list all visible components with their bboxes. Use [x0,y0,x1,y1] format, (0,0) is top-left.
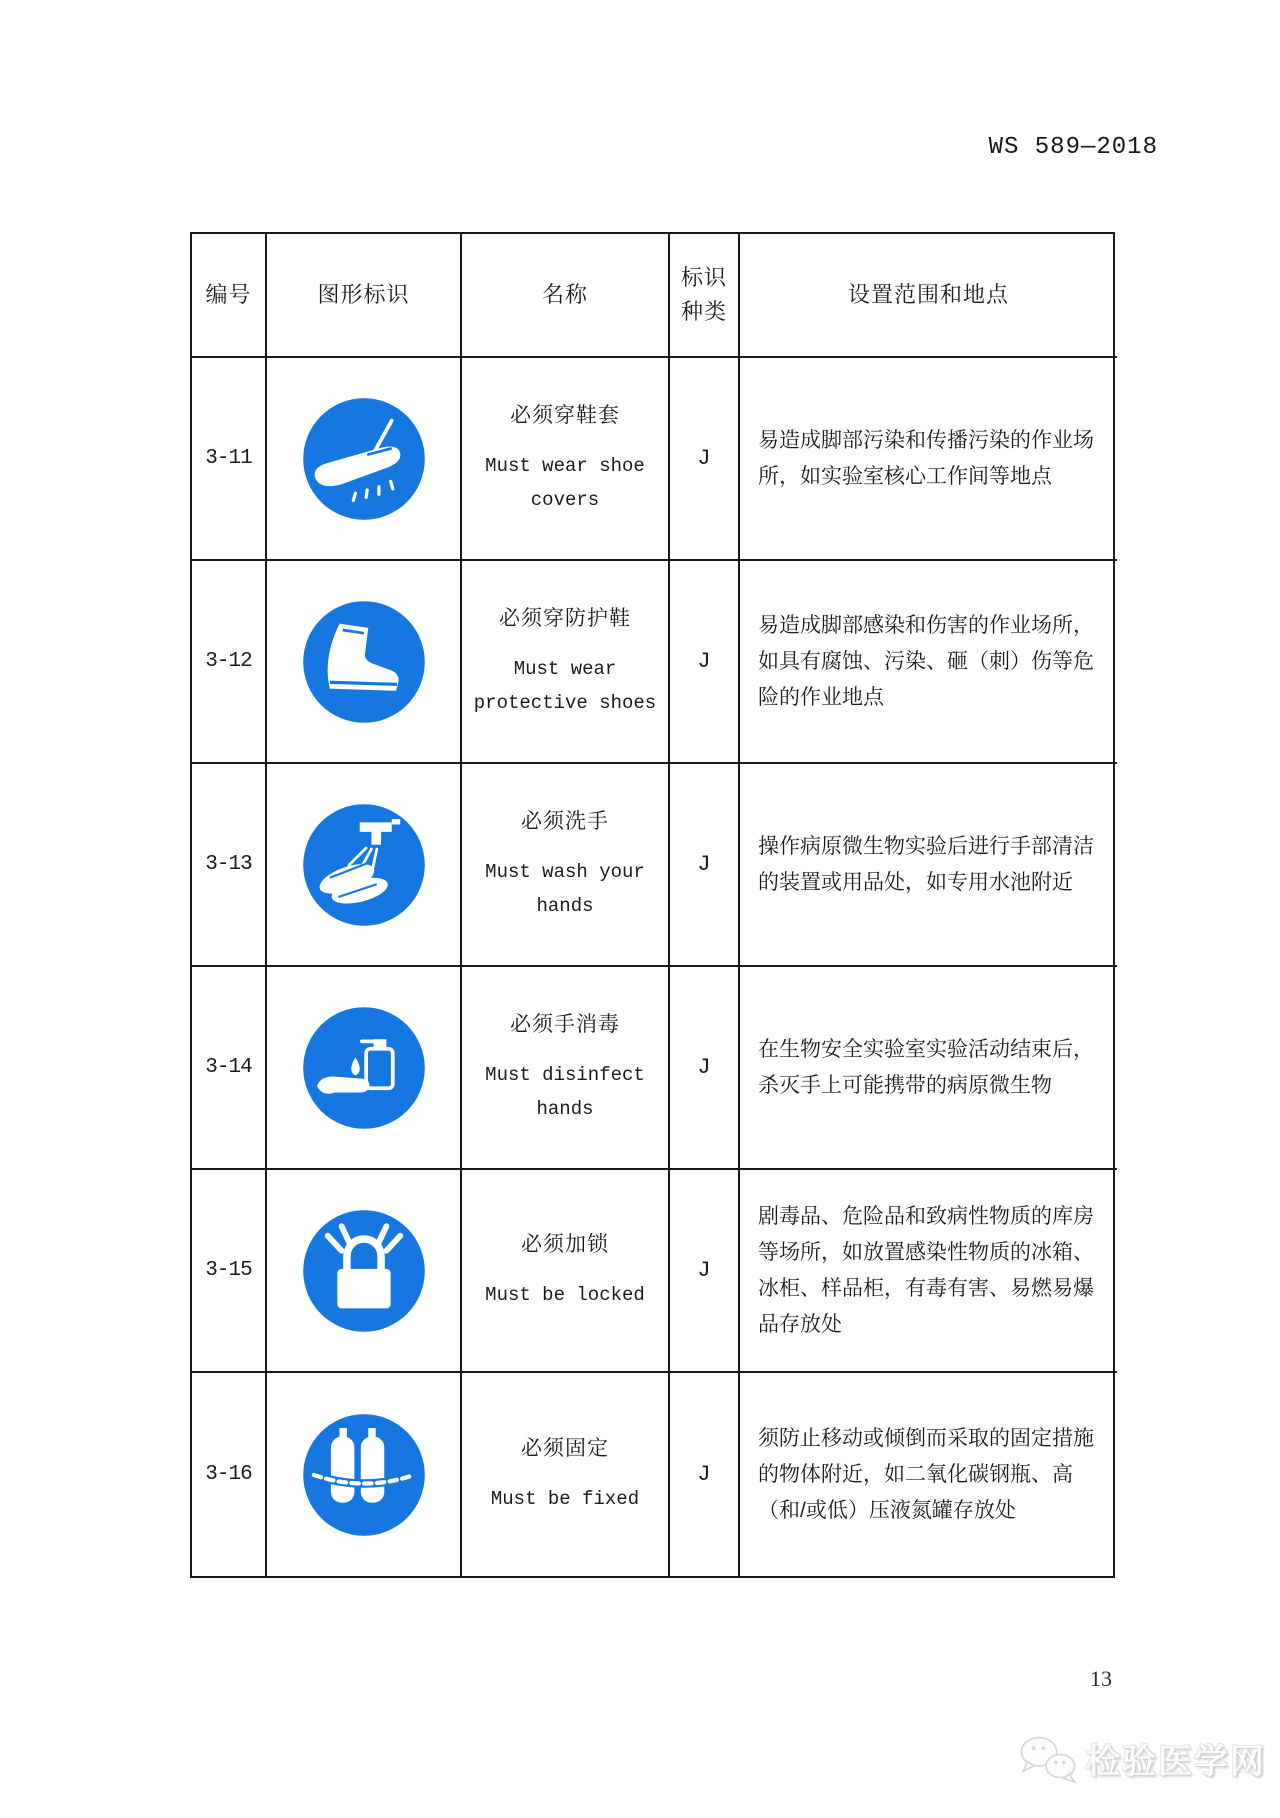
sign-name-cell [462,967,670,1170]
sign-icon-cell [267,967,462,1170]
protective-shoes-sign-icon [300,598,428,726]
sign-name-en: Must be locked [485,1284,645,1307]
sign-location: 须防止移动或倾倒而采取的固定措施的物体附近，如二氧化碳钢瓶、高（和/或低）压液氮罐存放处 [758,1426,1094,1522]
mandatory-signs-table [190,232,1115,1578]
column-header-location: 设置范围和地点 [740,234,1117,358]
wash-hands-sign-icon [300,801,428,929]
sign-type: J [670,1170,740,1373]
sign-name-en: Must disinfect hands [485,1064,645,1121]
sign-name-en: Must wash your hands [485,861,645,918]
wechat-icon [1016,1730,1078,1786]
row-id: 3-13 [192,764,267,967]
sign-icon-cell [267,764,462,967]
sign-icon-cell [267,1373,462,1576]
sign-location: 易造成脚部污染和传播污染的作业场所，如实验室核心工作间等地点 [740,358,1117,561]
disinfect-hands-sign-icon [300,1004,428,1132]
sign-name-cn: 必须加锁 [521,1232,609,1256]
sign-name-cn: 必须穿防护鞋 [499,606,631,630]
row-id: 3-14 [192,967,267,1170]
sign-type: J [670,967,740,1170]
shoe-covers-sign-icon [300,395,428,523]
sign-location: 在生物安全实验室实验活动结束后，杀灭手上可能携带的病原微生物 [740,967,1117,1170]
sign-name-cn: 必须洗手 [521,809,609,833]
sign-name-cn: 必须穿鞋套 [510,403,620,427]
sign-name-cell [462,1373,670,1576]
sign-name-cell [462,358,670,561]
sign-icon-cell [267,1170,462,1373]
column-header-name: 名称 [462,234,670,358]
sign-name-cn: 必须手消毒 [510,1012,620,1036]
sign-type: J [670,1373,740,1576]
sign-name-en: Must wear shoe covers [485,455,645,512]
sign-location: 剧毒品、危险品和致病性物质的库房等场所，如放置感染性物质的冰箱、冰柜、样品柜，有毒有害、易燃易爆品存放处 [740,1170,1117,1373]
column-header-graphic: 图形标识 [267,234,462,358]
sign-name-cn: 必须固定 [521,1436,609,1460]
sign-icon-cell [267,561,462,764]
sign-icon-cell [267,358,462,561]
row-id: 3-16 [192,1373,267,1576]
page-number: 13 [1090,1666,1112,1691]
row-id: 3-15 [192,1170,267,1373]
sign-type: J [670,764,740,967]
sign-name-cell [462,561,670,764]
sign-location: 操作病原微生物实验后进行手部清洁的装置或用品处，如专用水池附近 [740,764,1117,967]
sign-type: J [670,561,740,764]
fixed-sign-icon [300,1411,428,1539]
sign-name-cell [462,1170,670,1373]
lock-sign-icon [300,1207,428,1335]
doc-number: WS 589—2018 [988,134,1158,161]
sign-location: 易造成脚部感染和伤害的作业场所，如具有腐蚀、污染、砸（刺）伤等危险的作业地点 [740,561,1117,764]
row-id: 3-11 [192,358,267,561]
sign-name-en: Must wear protective shoes [473,658,657,715]
sign-type: J [670,358,740,561]
row-id: 3-12 [192,561,267,764]
sign-name-en: Must be fixed [490,1488,640,1511]
watermark-text: 检验医学网 [1086,1742,1266,1781]
column-header-sign-type: 标识种类 [670,234,740,358]
watermark [1016,1730,1266,1786]
sign-name-cell [462,764,670,967]
column-header-id: 编号 [192,234,267,358]
